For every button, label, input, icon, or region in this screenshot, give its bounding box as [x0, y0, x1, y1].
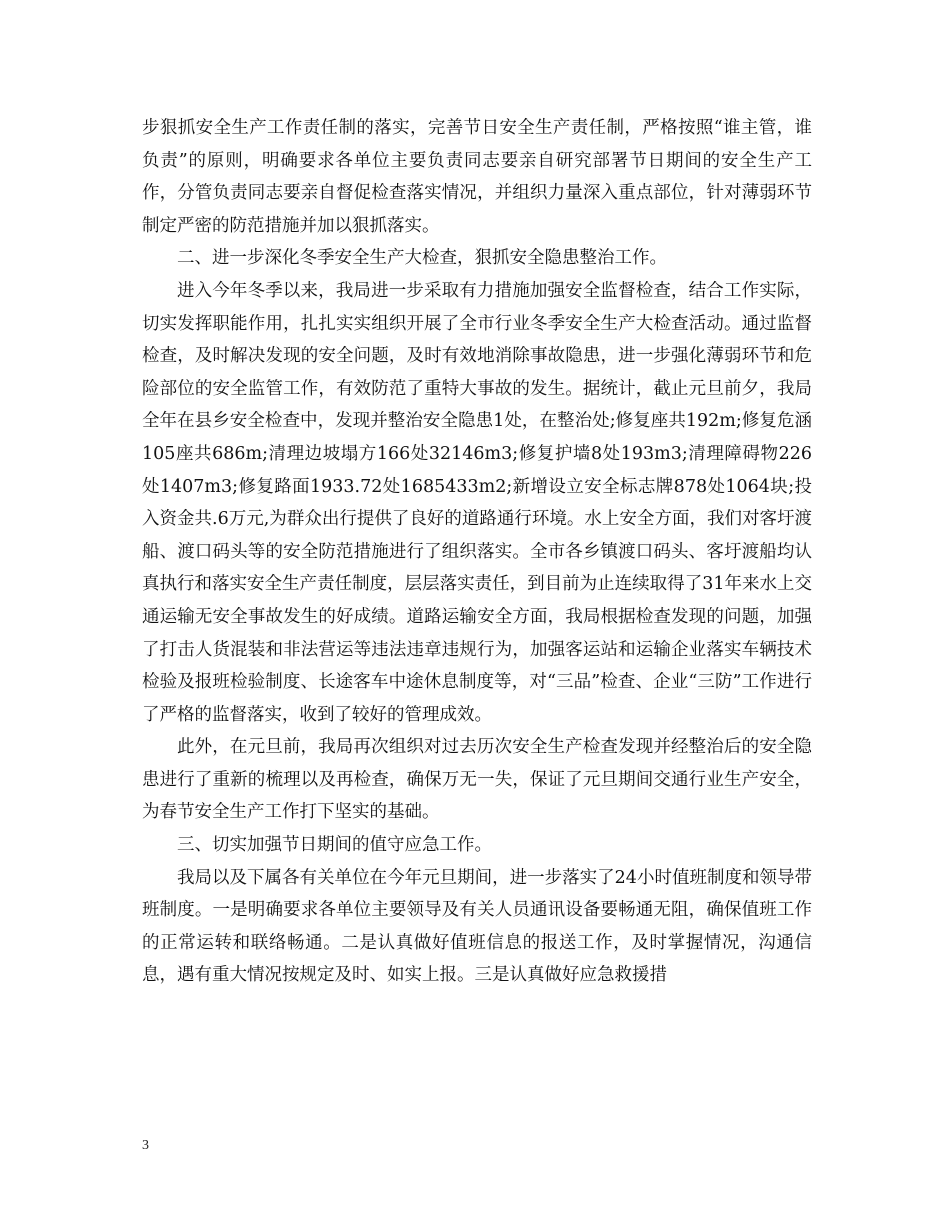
paragraph-continuation: 步狠抓安全生产工作责任制的落实，完善节日安全生产责任制，严格按照“谁主管，谁负责”的原则，明确要求各单位主要负责同志要亲自研究部署节日期间的安全生产工作，分管负责同志要亲自督促检查落实情况，并组织力量深入重点部位，针对薄弱环节制定严密的防范措施并加以狠抓落实。 [142, 118, 812, 236]
paragraph-recheck: 此外，在元旦前，我局再次组织对过去历次安全生产检查发现并经整治后的安全隐患进行了重新的梳理以及再检查，确保万无一失，保证了元旦期间交通行业生产安全，为春节安全生产工作打下坚实的基础。 [142, 737, 812, 823]
section-heading-2: 二、进一步深化冬季安全生产大检查，狠抓安全隐患整治工作。 [177, 248, 667, 269]
section-heading-3: 三、切实加强节日期间的值守应急工作。 [177, 835, 492, 856]
paragraph-duty: 我局以及下属各有关单位在今年元旦期间，进一步落实了24小时值班制度和领导带班制度。一是明确要求各单位主要领导及有关人员通讯设备要畅通无阻，确保值班工作的正常运转和联络畅通。二是认真做好值班信息的报送工作，及时掌握情况，沟通信息，遇有重大情况按规定及时、如实上报。三是认真做好应急救援措 [142, 867, 812, 986]
page-number: 3 [142, 1138, 149, 1153]
document-body [142, 112, 812, 992]
paragraph-inspection: 进入今年冬季以来，我局进一步采取有力措施加强安全监督检查，结合工作实际，切实发挥职能作用，扎扎实实组织开展了全市行业冬季安全生产大检查活动。通过监督检查，及时解决发现的安全问题，及时有效地消除事故隐患，进一步强化薄弱环节和危险部位的安全监管工作，有效防范了重特大事故的发生。据统计，截止元旦前夕，我局全年在县乡安全检查中，发现并整治安全隐患1处，在整治处;修复座共192m;修复危涵105座共686m;清理边坡塌方166处32146m3;修复护墙8处193m3;清理障碍物226处1407m3;修复路面1933.72处1685433m2;新增设立安全标志牌878处1064块;投入资金共.6万元,为群众出行提供了良好的道路通行环境。水上安全方面，我们对客圩渡船、渡口码头等的安全防范措施进行了组织落实。全市各乡镇渡口码头、客圩渡船均认真执行和落实安全生产责任制度，层层落实责任，到目前为止连续取得了31年来水上交通运输无安全事故发生的好成绩。道路运输安全方面，我局根据检查发现的问题，加强了打击人货混装和非法营运等违法违章违规行为，加强客运站和运输企业落实车辆技术检验及报班检验制度、长途客车中途休息制度等，对“三品”检查、企业“三防”工作进行了严格的监督落实，收到了较好的管理成效。 [142, 280, 812, 725]
